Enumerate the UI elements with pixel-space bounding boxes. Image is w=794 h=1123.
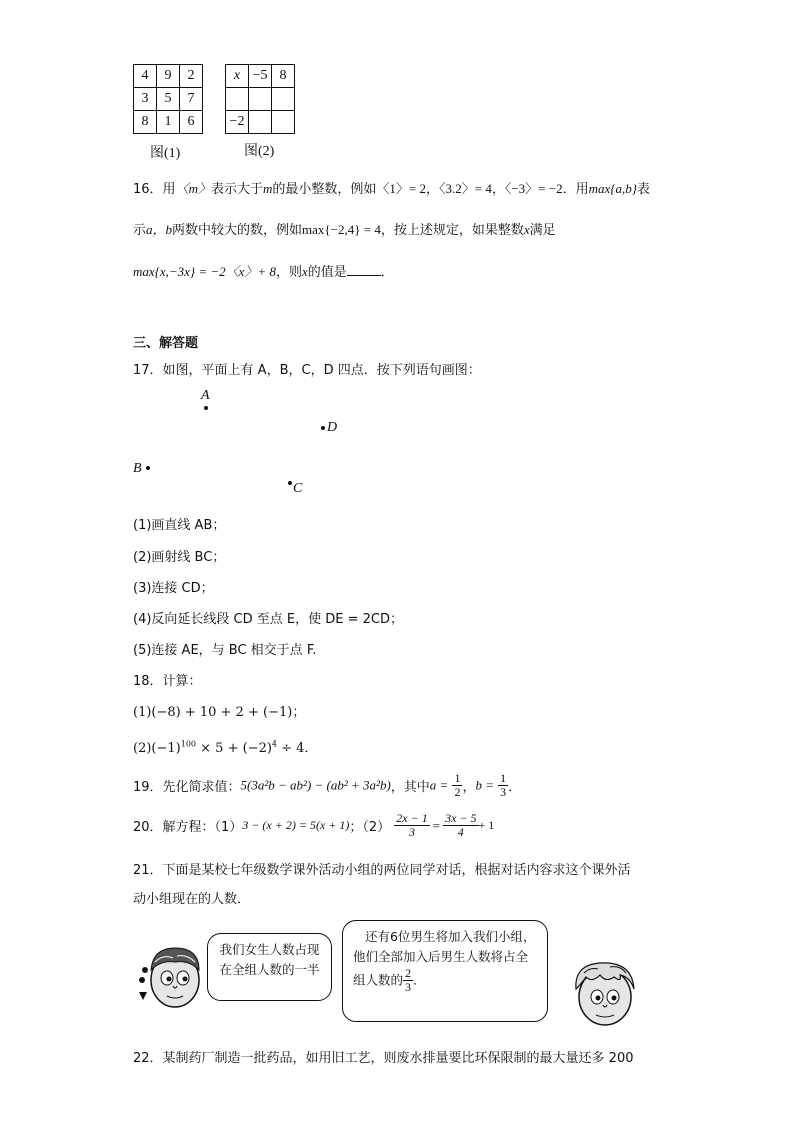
q16-text: 两数中较大的数，例如 xyxy=(172,223,303,238)
fraction-two-thirds xyxy=(403,967,413,994)
q16-text: 示 xyxy=(133,223,147,238)
grid2-cell xyxy=(272,88,295,111)
answer-blank xyxy=(347,263,381,276)
magic-square-grid-1 xyxy=(133,64,203,134)
q16-math: 〈3.2〉= 4 xyxy=(438,181,492,196)
q19-expression: 5(3a²b − ab²) − (ab² + 3a²b) xyxy=(240,777,391,793)
q19-var-b: b = xyxy=(475,777,495,793)
q16-math: 〈1〉= 2 xyxy=(376,181,426,196)
section-title: 三、解答题 xyxy=(133,336,199,351)
equals-sign: = xyxy=(432,817,441,833)
q19-text: ，其中 xyxy=(390,780,430,795)
grid1-cell: 6 xyxy=(180,111,203,134)
grid1-cell: 8 xyxy=(134,111,157,134)
q20-text: ；（2） xyxy=(349,820,391,835)
fraction-denominator: 3 xyxy=(409,825,415,839)
speech-bubble-boy xyxy=(342,920,548,1022)
q19-text: 19．先化简求值： xyxy=(133,780,241,795)
q18-expr-2-part: (2)(−1) xyxy=(133,741,181,756)
q17-step-4: (4)反向延长线段 CD 至点 E，使 DE = 2CD； xyxy=(133,612,403,627)
fraction-denominator: 3 xyxy=(405,980,412,994)
fraction-right xyxy=(443,812,478,839)
q16-text: 满足 xyxy=(529,223,556,238)
q16-math: 〈−3〉= −2 xyxy=(504,181,563,196)
student-boy-illustration xyxy=(560,955,650,1030)
q17-step-2: (2)画射线 BC； xyxy=(133,550,226,565)
q16-text: 的最小整数，例如 xyxy=(272,182,377,197)
q16-line-3 xyxy=(133,261,394,280)
q17-intro: 17．如图，平面上有 A，B，C，D 四点．按下列语句画图： xyxy=(133,363,481,378)
grid2-cell: −5 xyxy=(249,65,272,88)
grid2-cell: −2 xyxy=(226,111,249,134)
grid1-cell: 3 xyxy=(134,88,157,111)
bubble-text: 我们女生人数占现 xyxy=(219,942,320,957)
figure-caption-1: 图(1) xyxy=(150,146,181,161)
fraction-one-half xyxy=(452,772,462,799)
q16-math: x xyxy=(301,264,308,279)
q16-number: 16． xyxy=(133,182,163,197)
fraction-denominator: 4 xyxy=(457,825,464,839)
fraction-one-third xyxy=(498,772,508,799)
q18-expr-2-part: × 5 + (−2) xyxy=(196,741,272,756)
q16-math: a，b xyxy=(146,222,173,237)
grid1-cell: 4 xyxy=(134,65,157,88)
q19-text: ． xyxy=(508,780,522,795)
q16-line-2 xyxy=(133,219,556,238)
bubble-text: 他们全部加入后男生人数将占全 xyxy=(353,949,529,964)
grid1-cell: 9 xyxy=(157,65,180,88)
grid1-cell: 2 xyxy=(180,65,203,88)
point-b-dot xyxy=(146,466,150,470)
bubble-text: 还有6位男生将加入我们小组， xyxy=(365,929,536,944)
fraction-left xyxy=(394,812,429,839)
grid2-cell: 8 xyxy=(272,65,295,88)
q16-text: 用 xyxy=(162,182,176,197)
grid2-cell xyxy=(249,111,272,134)
grid1-cell: 7 xyxy=(180,88,203,111)
bubble-text: ． xyxy=(413,972,426,988)
grid1-cell: 5 xyxy=(157,88,180,111)
q16-math: x xyxy=(523,222,530,237)
q20-equation-1: 3 − (x + 2) = 5(x + 1) xyxy=(242,818,350,832)
fraction-denominator: 3 xyxy=(500,785,507,799)
q16-math: max{a,b} xyxy=(588,181,637,196)
magic-square-grid-2 xyxy=(225,64,295,134)
exponent: 4 xyxy=(271,739,278,749)
q19-var-a: a = xyxy=(429,777,449,793)
q17-step-5: (5)连接 AE，与 BC 相交于点 F. xyxy=(133,643,317,658)
point-d-label: D xyxy=(327,420,338,435)
q16-text: ，则 xyxy=(275,265,302,280)
q16-text: ， xyxy=(425,182,439,197)
q19-line xyxy=(133,772,521,799)
speech-bubble-girl xyxy=(207,933,332,1001)
q16-math: max{x,−3x} = −2〈x〉+ 8 xyxy=(133,264,276,279)
point-c-dot xyxy=(288,481,292,485)
q16-math: max{−2,4} = 4 xyxy=(302,222,381,237)
q16-text: ． xyxy=(380,265,394,280)
q21-line-1: 21．下面是某校七年级数学课外活动小组的两位同学对话，根据对话内容求这个课外活 xyxy=(133,863,631,878)
fraction-numerator: 1 xyxy=(454,771,461,785)
grid1-cell: 1 xyxy=(157,111,180,134)
fraction-numerator: 2 xyxy=(405,966,412,980)
point-a-dot xyxy=(204,406,208,410)
grid2-cell xyxy=(226,88,249,111)
fraction-denominator: 2 xyxy=(454,785,461,799)
exponent: 100 xyxy=(180,739,197,749)
q17-step-3: (3)连接 CD； xyxy=(133,581,214,596)
q18-expr-2-part: ÷ 4． xyxy=(277,741,318,756)
q22-line-1: 22．某制药厂制造一批药品，如用旧工艺，则废水排量要比环保限制的最大量还多 200 xyxy=(133,1051,634,1066)
point-c-label: C xyxy=(293,481,303,496)
point-a-label: A xyxy=(201,388,210,403)
bubble-text-line-3 xyxy=(353,967,537,994)
bubble-text: 组人数的 xyxy=(353,972,404,988)
q16-math: 〈m〉 xyxy=(175,181,211,196)
figure-caption-2: 图(2) xyxy=(244,144,275,159)
q16-text: 表 xyxy=(636,182,650,197)
q18-expr-1: (1)(−8) + 10 + 2 + (−1)； xyxy=(133,705,306,720)
grid2-cell: x xyxy=(226,65,249,88)
fraction-numerator: 1 xyxy=(500,771,507,785)
q16-math: m xyxy=(262,181,273,196)
q16-text: 表示大于 xyxy=(210,182,263,197)
q19-text: ， xyxy=(462,780,476,795)
fraction-numerator: 2x − 1 xyxy=(396,811,428,825)
q16-text: ， xyxy=(491,182,505,197)
point-d-dot xyxy=(321,426,325,430)
q16-text: ．用 xyxy=(562,182,589,197)
student-girl-illustration xyxy=(133,940,213,1015)
q17-step-1: (1)画直线 AB； xyxy=(133,518,226,533)
grid2-cell xyxy=(272,111,295,134)
q20-text: 20．解方程：（1） xyxy=(133,820,243,835)
fraction-numerator: 3x − 5 xyxy=(445,811,477,825)
q21-line-2: 动小组现在的人数． xyxy=(133,892,251,907)
q16-text: ，按上述规定，如果整数 xyxy=(380,223,524,238)
q20-tail: + 1 xyxy=(478,818,495,832)
q18-expr-2 xyxy=(133,737,317,756)
q16-text: 的值是 xyxy=(307,265,347,280)
bubble-text: 在全组人数的一半 xyxy=(219,962,320,977)
q20-line xyxy=(133,812,494,839)
q16-line-1 xyxy=(133,178,650,197)
point-b-label: B xyxy=(133,461,142,476)
q18-title: 18．计算： xyxy=(133,674,202,689)
grid2-cell xyxy=(249,88,272,111)
